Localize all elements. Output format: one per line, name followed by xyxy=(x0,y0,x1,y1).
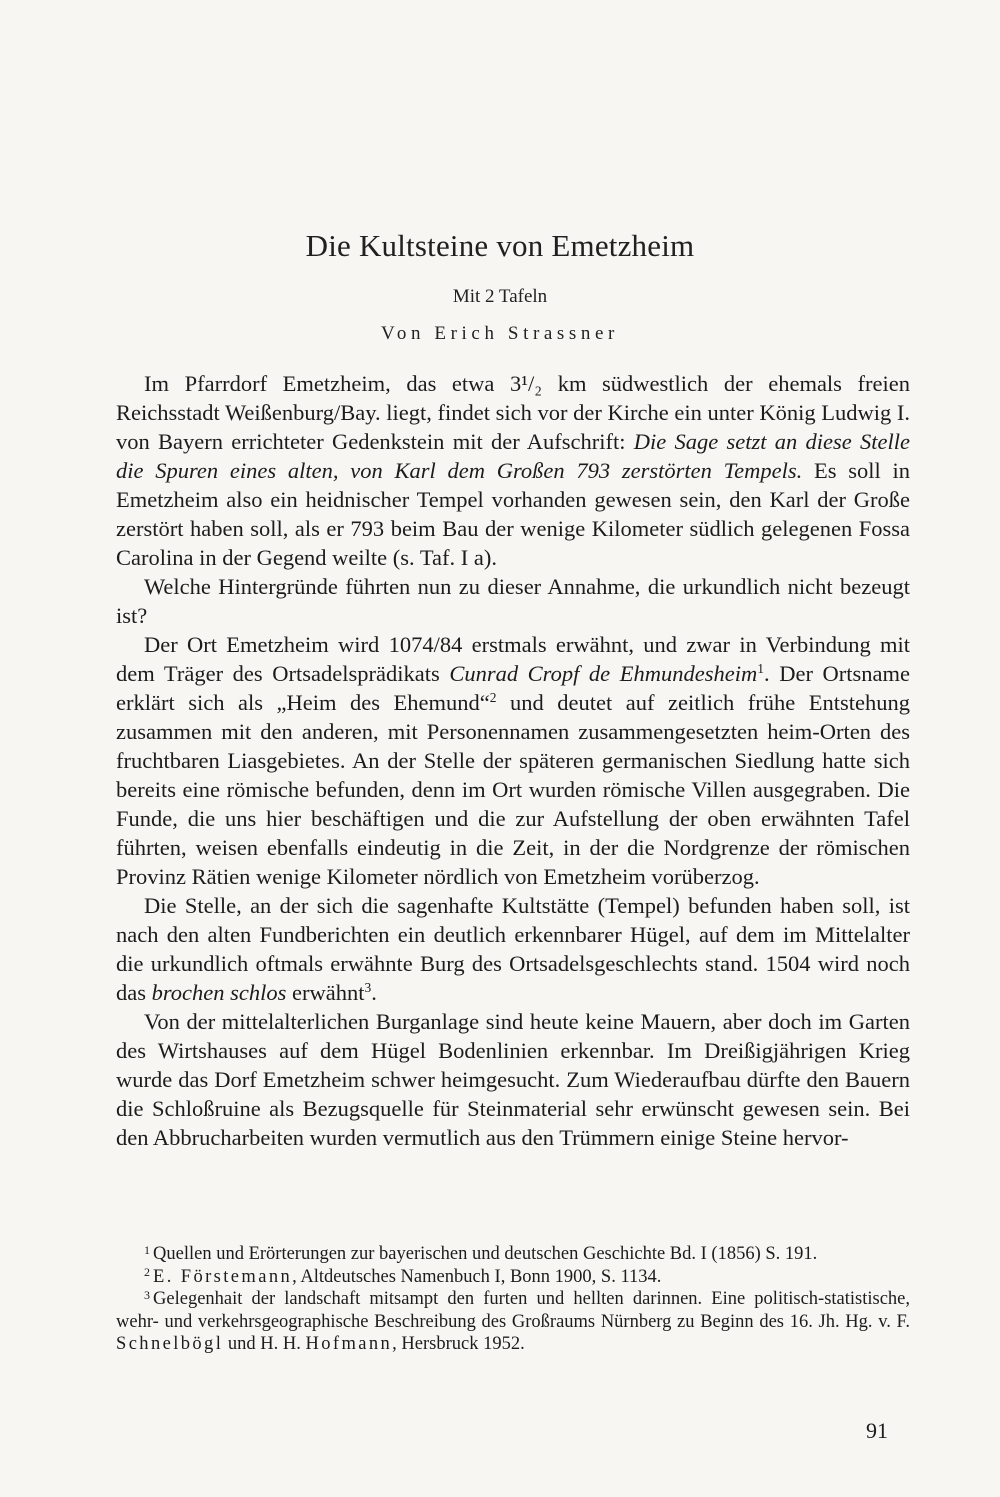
footnote-3-editor-2: Hofmann xyxy=(305,1334,393,1354)
paragraph-4 xyxy=(116,891,910,1007)
article-subtitle: Mit 2 Tafeln xyxy=(452,286,548,307)
footnote-2 xyxy=(116,1266,910,1289)
historic-phrase: brochen schlos xyxy=(151,980,287,1005)
footnote-3-text-a: Gelegenhait der landschaft mitsampt den furten und hellten darinnen. Eine politisch-statistische, wehr- und verkehrsgeographische Beschreibung des Großraums Nürnberg zu Beginn des 16. Jh. Hg. v. F. xyxy=(116,1289,910,1332)
paragraph-1 xyxy=(116,369,910,572)
paragraph-1-text-b: Es soll in Emetzheim also ein heidnischer Tempel vorhanden gewesen sein, den Karl der Große zerstört haben soll, als er 793 beim Bau der wenige Kilometer südlich gelegenen Fossa Carolina in der Gegend weilte (s. Taf. I a). xyxy=(116,458,911,570)
footnote-1-text: Quellen und Erörterungen zur bayerischen und deutschen Geschichte Bd. I (1856) S. 191. xyxy=(153,1244,818,1264)
footnote-ref-1[interactable]: 1 xyxy=(757,660,764,676)
footnote-3-editor-1: Schnelbögl xyxy=(116,1334,224,1354)
paragraph-1-text-a: Im Pfarrdorf Emetzheim, das etwa 3¹/₂ km südwestlich der ehemals freien Reichsstadt Weißenburg/Bay. liegt, findet sich vor der Kirche ein unter König Ludwig I. von Bayern errichteter Gedenkstein mit der Aufschrift: xyxy=(116,371,910,454)
paragraph-4-text-a: Die Stelle, an der sich die sagenhafte Kultstätte (Tempel) befunden haben soll, ist nach den alten Fundberichten ein deutlich erkennbarer Hügel, auf dem im Mittelalter die urkundlich oftmals erwähnte Burg des Ortsadelsgeschlechts stand. 1504 wird noch das xyxy=(116,893,910,1005)
paragraph-2: Welche Hintergründe führten nun zu dieser Annahme, die urkundlich nicht bezeugt ist? xyxy=(116,574,910,628)
footnote-3-text-b: und H. H. xyxy=(223,1334,306,1354)
footnote-2-number: 2 xyxy=(144,1265,151,1280)
footnotes xyxy=(116,1243,910,1356)
footnote-3-text-c: , Hersbruck 1952. xyxy=(392,1334,525,1354)
article-title: Die Kultsteine von Emetzheim xyxy=(305,228,695,263)
footnote-2-text: , Altdeutsches Namenbuch I, Bonn 1900, S. 1134. xyxy=(292,1266,662,1287)
paragraph-4-text-c: . xyxy=(371,980,377,1005)
author-byline: Von Erich Strassner xyxy=(381,323,619,344)
noble-name: Cunrad Cropf de Ehmundesheim xyxy=(449,661,758,686)
footnote-3 xyxy=(116,1288,910,1356)
paragraph-3 xyxy=(116,630,910,891)
paragraph-4-text-b: erwähnt xyxy=(286,980,365,1005)
paragraph-3-text-a: Der Ort Emetzheim wird 1074/84 erstmals erwähnt, und zwar in Verbindung mit dem Träger des Ortsadelsprädikats xyxy=(116,632,910,686)
footnote-1-number: 1 xyxy=(144,1242,151,1257)
paragraph-3-text-b: . Der Ortsname erklärt sich als „Heim des Ehemund“ xyxy=(116,661,911,715)
footnote-ref-3[interactable]: 3 xyxy=(364,979,372,995)
inscription-quote: Die Sage setzt an diese Stelle die Spuren eines alten, von Karl dem Großen 793 zerstörten Tempels. xyxy=(116,429,910,483)
footnote-3-number: 3 xyxy=(144,1287,151,1302)
footnote-ref-2[interactable]: 2 xyxy=(489,689,497,705)
paragraph-5: Von der mittelalterlichen Burganlage sind heute keine Mauern, aber doch im Garten des Wirtshauses auf dem Hügel Bodenlinien erkennbar. Im Dreißigjährigen Krieg wurde das Dorf Emetzheim schwer heimgesucht. Zum Wiederaufbau dürfte den Bauern die Schloßruine als Bezugsquelle für Steinmaterial sehr erwünscht gewesen sein. Bei den Abbrucharbeiten wurden vermutlich aus den Trümmern einige Steine hervor- xyxy=(116,1009,910,1150)
footnote-2-author: E. Förstemann xyxy=(153,1266,293,1287)
page-number: 91 xyxy=(866,1418,888,1443)
paragraph-3-text-c: und deutet auf zeitlich frühe Entstehung zusammen mit den anderen, mit Personennamen zusammengesetzten heim-Orten des fruchtbaren Liasgebietes. An der Stelle der späteren germanischen Siedlung hatte sich bereits eine römische befunden, denn im Ort wurden römische Villen ausgegraben. Die Funde, die uns hier beschäftigen und die zur Aufstellung der oben erwähnten Tafel führten, weisen ebenfalls eindeutig in die Zeit, in der die Nordgrenze der römischen Provinz Rätien wenige Kilometer nördlich von Emetzheim vorüberzog. xyxy=(116,690,910,889)
footnote-1 xyxy=(116,1243,910,1266)
article-body xyxy=(116,369,910,1152)
